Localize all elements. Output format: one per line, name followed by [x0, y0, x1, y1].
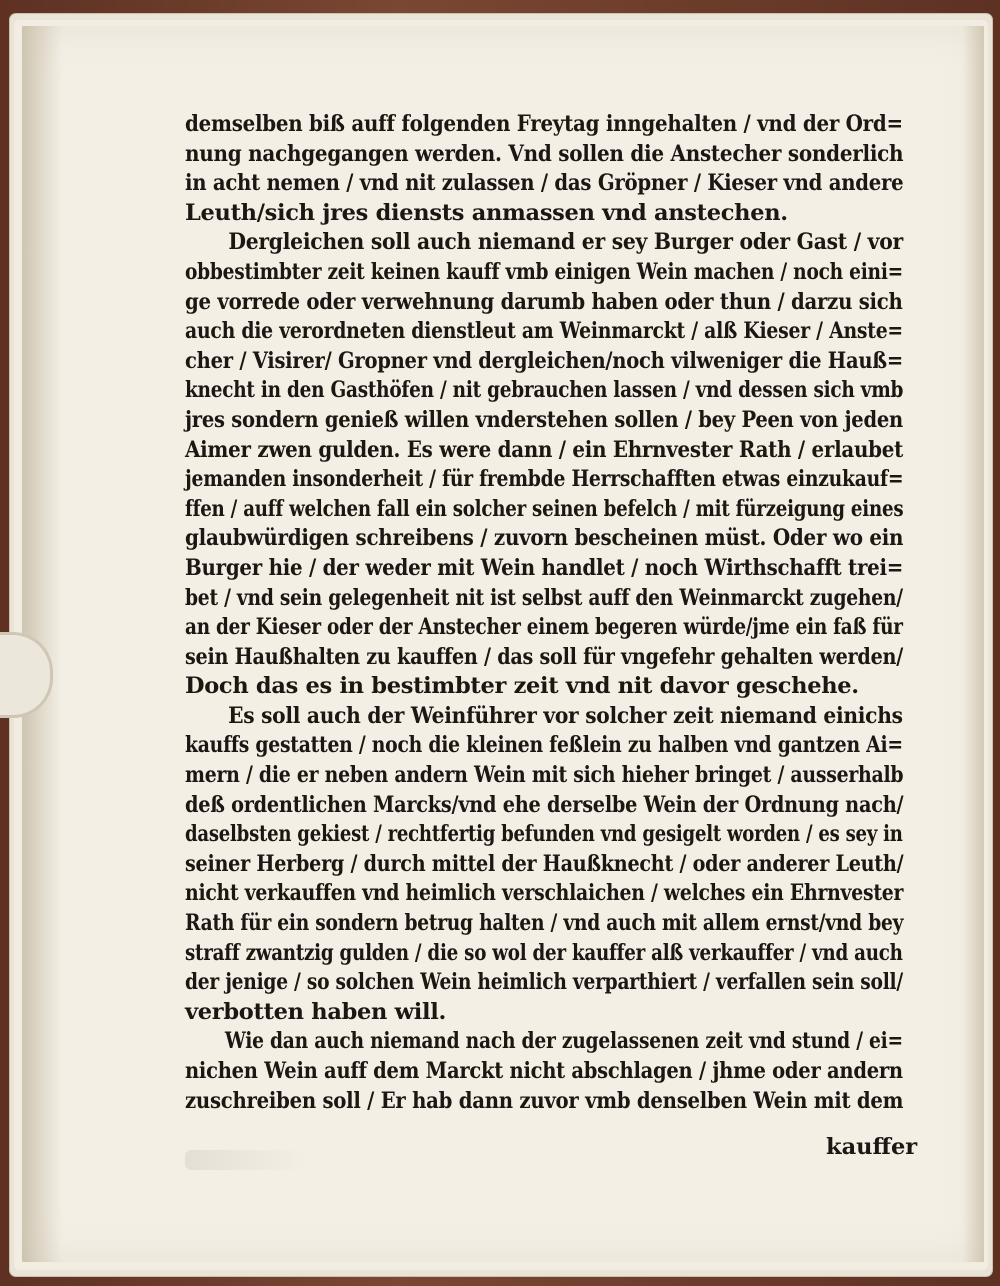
text-line: Aimer zwen gulden. Es were dann / ein Ehrnvester Rath / erlaubet	[185, 436, 903, 463]
ink-bleed-through	[185, 1150, 305, 1170]
text-line: zuschreiben soll / Er hab dann zuvor vmb denselben Wein mit dem	[185, 1087, 904, 1114]
text-line: glaubwürdigen schreibens / zuvorn bescheinen müst. Oder wo ein	[185, 525, 904, 552]
page-right-edge	[962, 26, 984, 1262]
text-line: auch die verordneten dienstleut am Weinmarckt / alß Kieser / Anste=	[185, 318, 903, 345]
paragraph-start-line: Es soll auch der Weinführer vor solcher zeit niemand einichs	[228, 702, 903, 729]
text-line: daselbsten gekiest / rechtfertig befunden vnd gesigelt worden / es sey in	[185, 821, 903, 848]
text-line: Burger hie / der weder mit Wein handlet / noch Wirthschafft trei=	[185, 554, 904, 581]
catchword: kauffer	[826, 1134, 918, 1160]
text-line: ffen / auff welchen fall ein solcher seinen befelch / mit fürzeigung eines	[185, 495, 904, 522]
text-line: nung nachgegangen werden. Vnd sollen die Anstecher sonderlich	[185, 140, 904, 167]
text-line: seiner Herberg / durch mittel der Haußknecht / oder anderer Leuth/	[185, 850, 904, 877]
text-line: straff zwantzig gulden / die so wol der kauffer alß verkauffer / vnd auch	[185, 939, 903, 966]
text-line: Leuth/sich jres diensts anmassen vnd anstechen.	[185, 199, 788, 226]
paragraph-start-line: Wie dan auch niemand nach der zugelassenen zeit vnd stund / ei=	[224, 1028, 903, 1055]
text-line: jemanden insonderheit / für frembde Herrschafften etwas einzukauf=	[185, 466, 904, 493]
text-line: knecht in den Gasthöfen / nit gebrauchen lassen / vnd dessen sich vmb	[185, 377, 904, 404]
text-line: kauffs gestatten / noch die kleinen feßlein zu halben vnd gantzen Ai=	[185, 732, 903, 759]
paragraph-start-line: Dergleichen soll auch niemand er sey Burger oder Gast / vor	[228, 229, 903, 256]
text-line: cher / Visirer/ Gropner vnd dergleichen/noch vilweniger die Hauß=	[185, 347, 903, 374]
text-line: bet / vnd sein gelegenheit nit ist selbst auff den Weinmarckt zugehen/	[185, 584, 903, 611]
text-line: ge vorrede oder verwehnung darumb haben oder thun / darzu sich	[185, 288, 903, 315]
text-line: Rath für ein sondern betrug halten / vnd auch mit allem ernst/vnd bey	[185, 910, 904, 937]
text-line: nicht verkauffen vnd heimlich verschlaichen / welches ein Ehrnvester	[185, 880, 904, 907]
text-line: verbotten haben will.	[185, 998, 446, 1025]
text-line: jres sondern genieß willen vnderstehen sollen / bey Peen von jeden	[185, 406, 903, 433]
text-line: deß ordentlichen Marcks/vnd ehe derselbe Wein der Ordnung nach/	[185, 791, 904, 818]
text-line: demselben biß auff folgenden Freytag inngehalten / vnd der Ord=	[185, 111, 903, 137]
text-line: obbestimbter zeit keinen kauff vmb einigen Wein machen / noch eini=	[185, 258, 903, 285]
body-text	[185, 110, 905, 1116]
text-line: Doch das es in bestimbter zeit vnd nit davor geschehe.	[185, 673, 859, 700]
text-line: mern / die er neben andern Wein mit sich hieher bringet / ausserhalb	[185, 762, 904, 789]
text-line: an der Kieser oder der Anstecher einem begeren würde/jme ein faß für	[185, 614, 903, 641]
text-line: nichen Wein auff dem Marckt nicht abschlagen / jhme oder andern	[185, 1058, 903, 1084]
text-line: in acht nemen / vnd nit zulassen / das Gröpner / Kieser vnd andere	[185, 170, 904, 197]
text-line: sein Haußhalten zu kauffen / das soll für vngefehr gehalten werden/	[185, 643, 903, 670]
text-line: der jenige / so solchen Wein heimlich verparthiert / verfallen sein soll/	[185, 969, 903, 996]
